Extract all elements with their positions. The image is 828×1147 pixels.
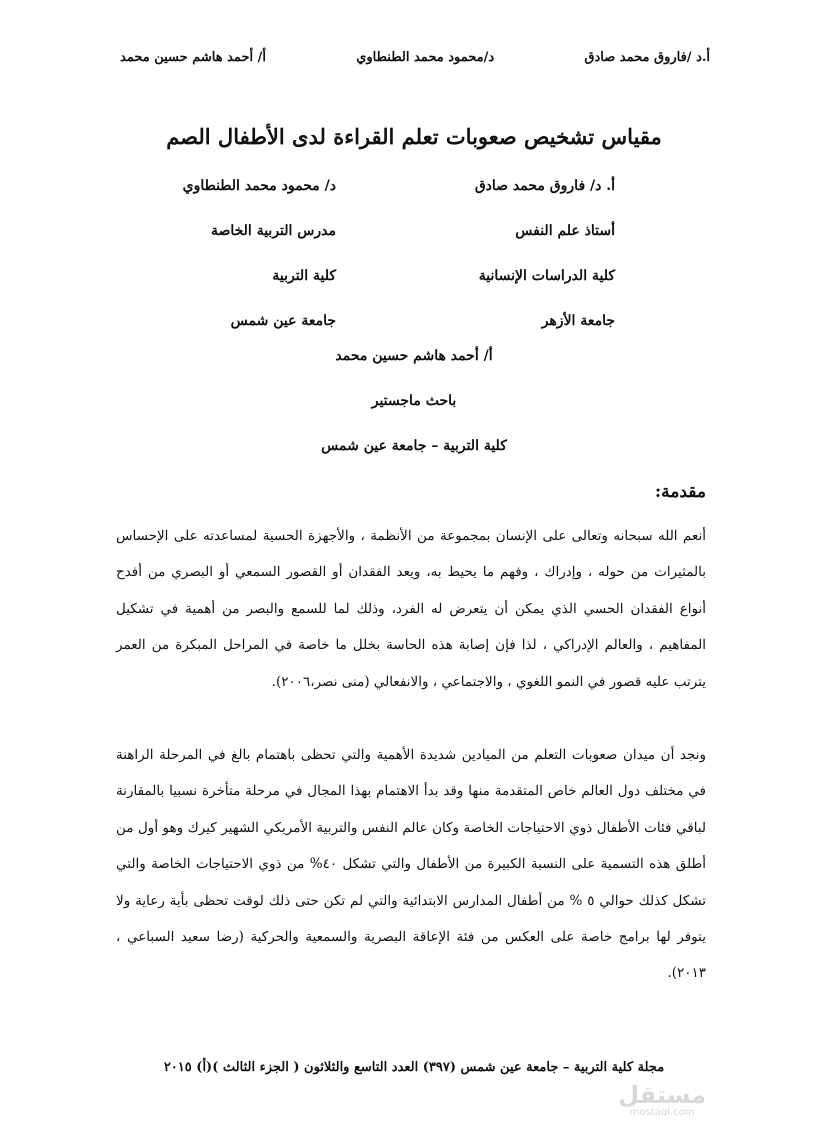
body-paragraph: ونجد أن ميدان صعوبات التعلم من الميادين شديدة الأهمية والتي تحظى باهتمام بالغ في المرحلة الراهنة في مختلف دول العالم خاص المتقدمة منها وقد بدأ الاهتمام بهذا المجال في مرحلة متأخرة نسبيا بالمقارنة لباقي فئات الأطفال ذوي الاحتياجات الخاصة وكان عالم النفس والتربية الأمريكي الشهير كيرك وهو أول من أطلق هذه التسمية على النسبة الكبيرة من الأطفال والتي تشكل ٤٠% من ذوي الاحتياجات الخاصة والتي تشكل كذلك حوالي ٥ % من أطفال المدارس الابتدائية والتي لم تكن حتى ذلك لوقت تحظى بأية رعاية ولا يتوفر لها برامج خاصة على العكس من فئة الإعاقة البصرية والسمعية والحركية (رضا سعيد السباعي ، ٢٠١٣).: [116, 747, 707, 982]
author-university: جامعة الأزهر: [541, 313, 615, 329]
author-name: أ/ أحمد هاشم حسين محمد: [335, 348, 493, 364]
author-block-center: [0, 348, 828, 483]
author-name: د/ محمود محمد الطنطاوي: [182, 178, 336, 194]
section-heading: مقدمة:: [654, 482, 706, 502]
header-author-3: أ/ أحمد هاشم حسين محمد: [120, 50, 266, 65]
paper-title: مقياس تشخيص صعوبات تعلم القراءة لدى الأطفال الصم: [166, 124, 662, 149]
author-position: أستاذ علم النفس: [515, 223, 615, 239]
author-name: أ. د/ فاروق محمد صادق: [474, 178, 615, 194]
running-header: [120, 50, 710, 65]
author-block-left: [183, 178, 336, 358]
header-author-1: أ.د /فاروق محمد صادق: [584, 50, 710, 65]
author-university: جامعة عين شمس: [230, 313, 336, 329]
header-author-2: د/محمود محمد الطنطاوي: [356, 50, 495, 65]
author-position: مدرس التربية الخاصة: [210, 223, 336, 239]
author-faculty: كلية الدراسات الإنسانية: [478, 268, 615, 284]
journal-footer: مجلة كلية التربية – جامعة عين شمس (٣٩٧) العدد التاسع والثلاثون ( الجزء الثالث )(أ) ٢٠١٥: [163, 1060, 665, 1075]
watermark-latin: mostaql.com: [629, 1107, 695, 1118]
author-position: باحث ماجستير: [371, 393, 457, 409]
author-faculty: كلية التربية: [272, 268, 336, 284]
watermark-logo: [618, 1083, 706, 1119]
watermark-arabic: مستقل: [618, 1081, 706, 1109]
author-affiliation: كلية التربية – جامعة عين شمس: [321, 438, 507, 454]
body-paragraph: أنعم الله سبحانه وتعالى على الإنسان بمجموعة من الأنظمة ، والأجهزة الحسية لمساعدته على الإحساس بالمثيرات من حوله ، وإدراك ، وفهم ما يحيط به، ويعد الفقدان أو القصور السمعي أو البصري من أفدح أنواع الفقدان الحسي الذي يمكن أن يتعرض له الفرد، وذلك لما للسمع والبصر من أهمية في تشكيل المفاهيم ، والعالم الإدراكي ، لذا فإن إصابة هذه الحاسة بخلل ما خاصة في المراحل المبكرة من العمر يترتب عليه قصور في النمو اللغوي ، والاجتماعي ، والانفعالي (منى نصر،٢٠٠٦).: [116, 528, 706, 690]
author-block-right: [475, 178, 615, 358]
